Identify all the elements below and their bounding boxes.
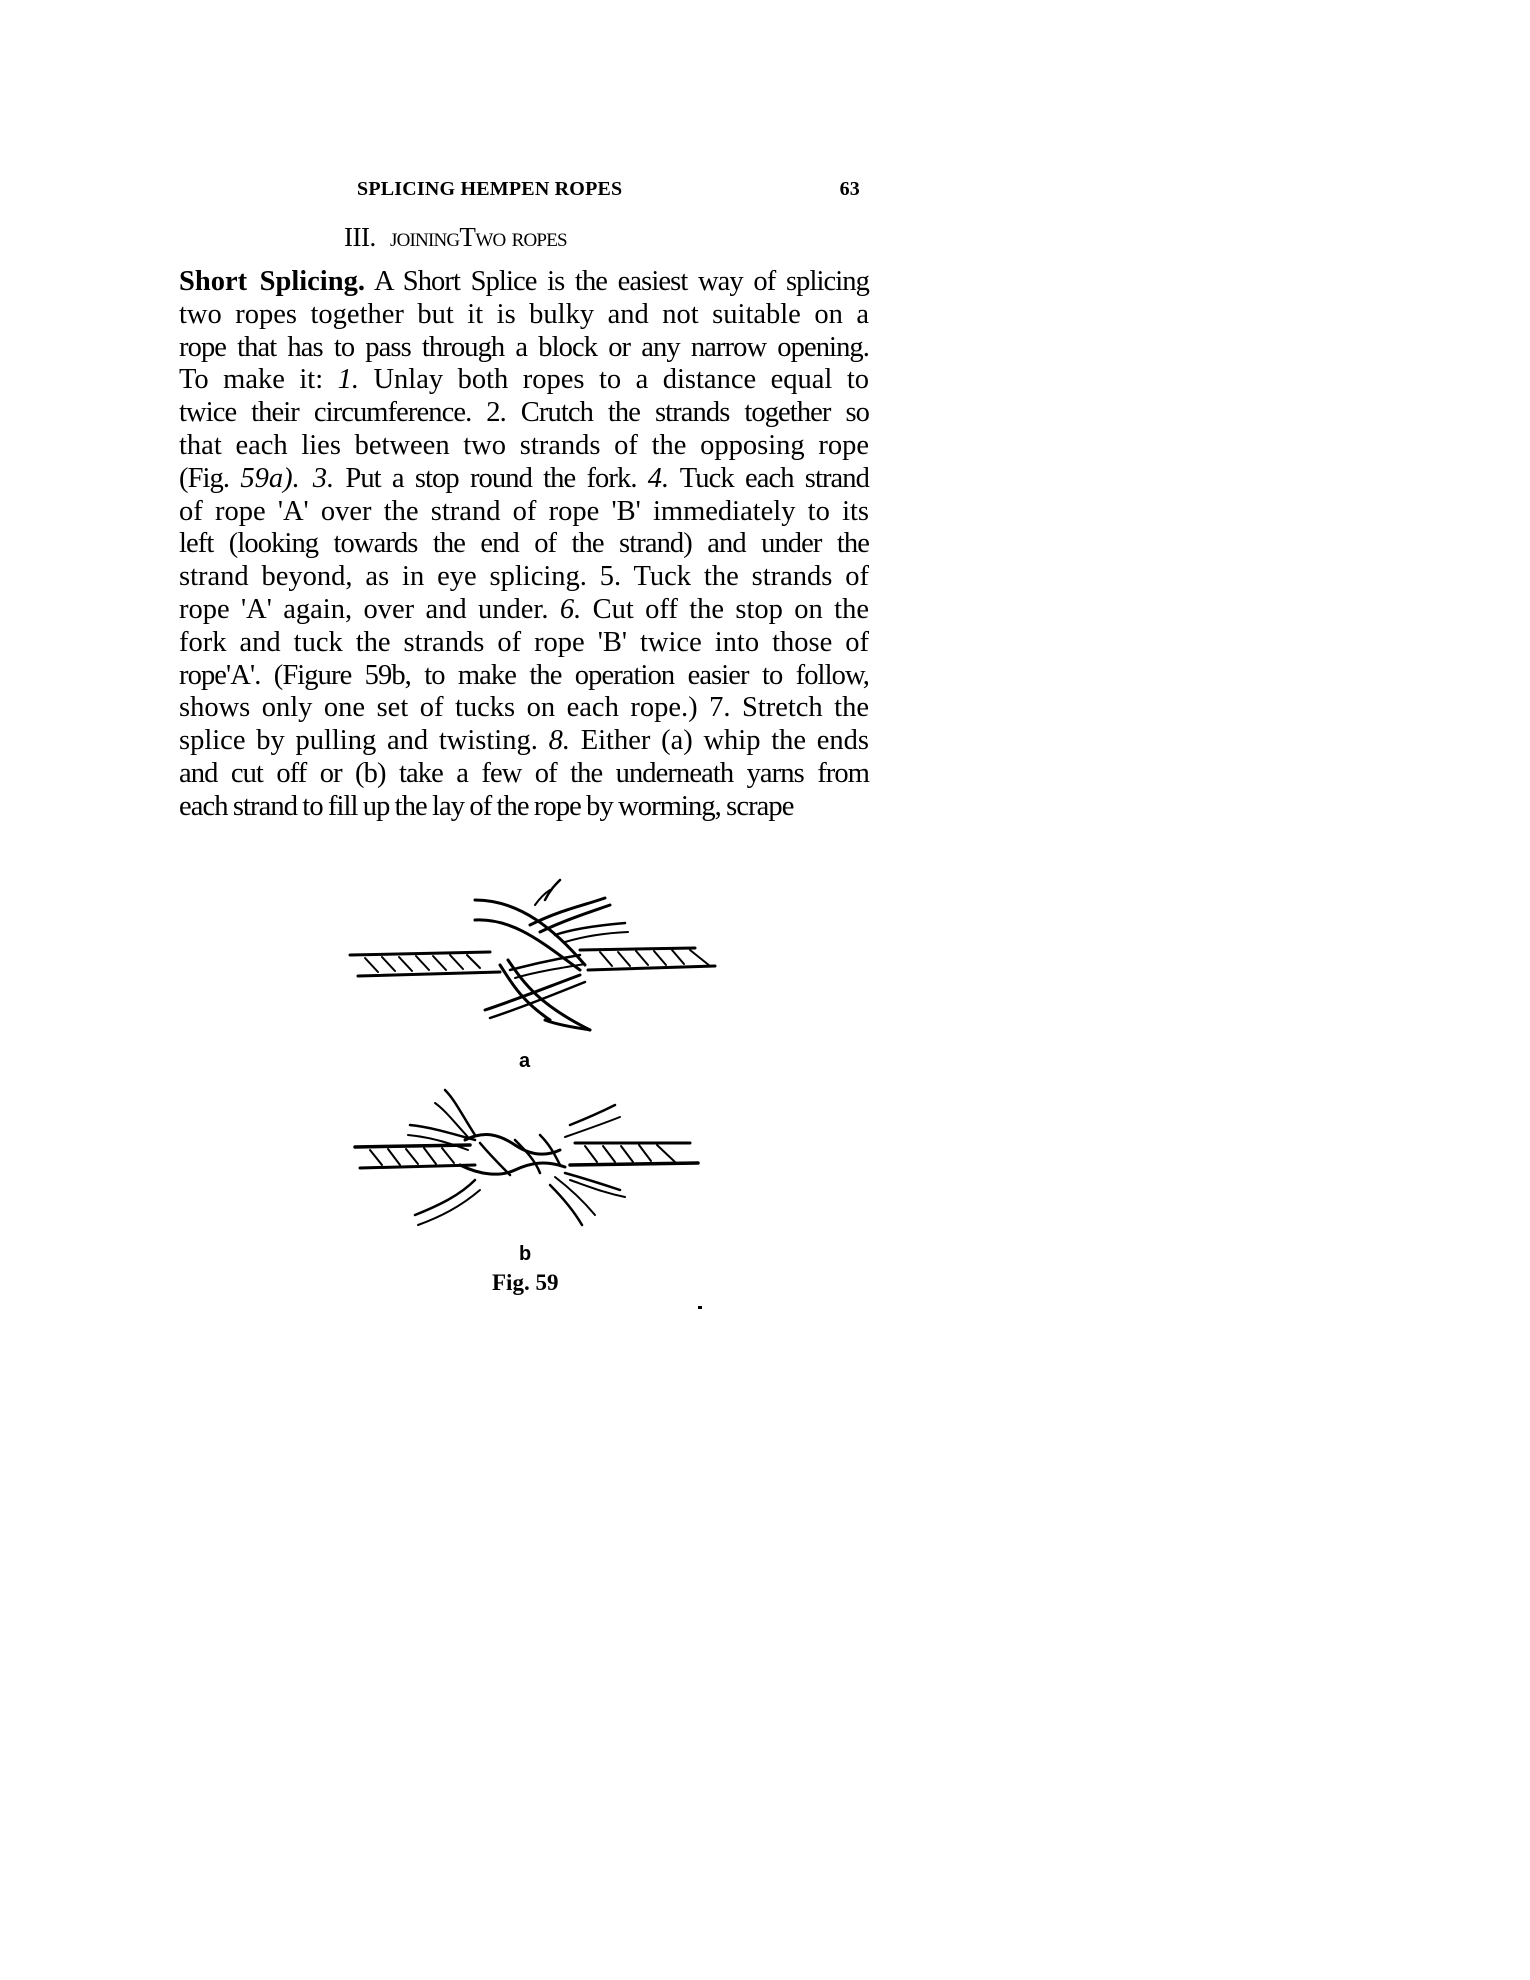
text-segment: 8. <box>548 725 570 757</box>
text-segment: Short Splicing. <box>179 266 365 297</box>
text-segment: fork and tuck the strands of rope 'B' twice into those of <box>179 626 869 658</box>
body-line <box>179 791 869 824</box>
body-line <box>179 364 869 397</box>
text-segment: 59a). 3. <box>240 462 335 494</box>
rope-splice-crutched-illustration <box>340 860 720 1040</box>
body-line <box>179 299 869 332</box>
text-segment: (Fig. <box>179 462 241 494</box>
scan-speck <box>698 1306 702 1309</box>
text-segment: splice by pulling and twisting. <box>179 725 549 757</box>
text-segment: 6. <box>559 593 582 625</box>
text-segment: and cut off or (b) take a few of the underneath yarns from <box>179 757 869 789</box>
text-segment: shows only one set of tucks on each rope.) 7. Stretch the <box>179 692 869 724</box>
section-title-part: WO <box>475 230 506 251</box>
body-line <box>179 397 869 430</box>
body-line <box>179 430 869 463</box>
figure-59a <box>340 860 720 1040</box>
text-segment: Either (a) whip the ends <box>569 725 869 757</box>
body-line <box>179 725 869 758</box>
body-line <box>179 496 869 529</box>
text-segment: strand beyond, as in eye splicing. 5. Tuck the strands of <box>179 561 869 593</box>
body-line <box>179 660 869 693</box>
running-title: SPLICING HEMPEN ROPES <box>357 178 623 200</box>
text-segment: each strand to fill up the lay of the rope by worming, scrape <box>179 790 794 822</box>
text-segment: left (looking towards the end of the strand) and under the <box>179 528 869 560</box>
body-line <box>179 332 869 365</box>
short-splice-tucked-illustration <box>350 1085 705 1235</box>
text-segment: twice their circumference. 2. Crutch the strands together so <box>179 397 869 429</box>
text-segment: A Short Splice is the easiest way of splicing <box>364 266 870 297</box>
text-segment: Put a stop round the fork. <box>334 462 648 494</box>
body-text <box>179 266 869 824</box>
body-line <box>179 528 869 561</box>
figure-label-a: a <box>519 1050 531 1072</box>
text-segment: 1. <box>337 364 359 396</box>
section-title <box>344 222 567 253</box>
figure-caption: Fig. 59 <box>492 1270 559 1295</box>
section-title-part: T <box>459 222 476 252</box>
figure-59b <box>350 1085 705 1235</box>
text-segment: 4. <box>647 462 670 494</box>
body-line <box>179 594 869 627</box>
running-head <box>357 178 860 201</box>
text-segment: rope that has to pass through a block or any narrow opening. <box>179 331 869 363</box>
page-number: 63 <box>839 178 860 200</box>
text-segment: rope'A'. (Figure 59b, to make the operation easier to follow, <box>179 659 869 691</box>
text-segment: of rope 'A' over the strand of rope 'B' immediately to its <box>179 495 869 527</box>
body-line <box>179 627 869 660</box>
text-segment: Unlay both ropes to a distance equal to <box>358 364 869 396</box>
body-line <box>179 758 869 791</box>
text-segment: To make it: <box>179 364 338 396</box>
body-line <box>179 463 869 496</box>
figure-label-b: b <box>519 1243 532 1265</box>
text-segment: that each lies between two strands of the opposing rope <box>179 429 869 461</box>
body-line <box>179 692 869 725</box>
body-line <box>179 266 869 299</box>
body-line <box>179 561 869 594</box>
text-segment: Tuck each strand <box>669 462 870 494</box>
section-numeral: III. <box>344 222 376 252</box>
section-title-part: ROPES <box>511 230 567 251</box>
text-segment: two ropes together but it is bulky and not suitable on a <box>179 298 869 330</box>
text-segment: rope 'A' again, over and under. <box>179 593 560 625</box>
section-title-part: JOINING <box>389 230 460 251</box>
text-segment: Cut off the stop on the <box>581 593 869 625</box>
